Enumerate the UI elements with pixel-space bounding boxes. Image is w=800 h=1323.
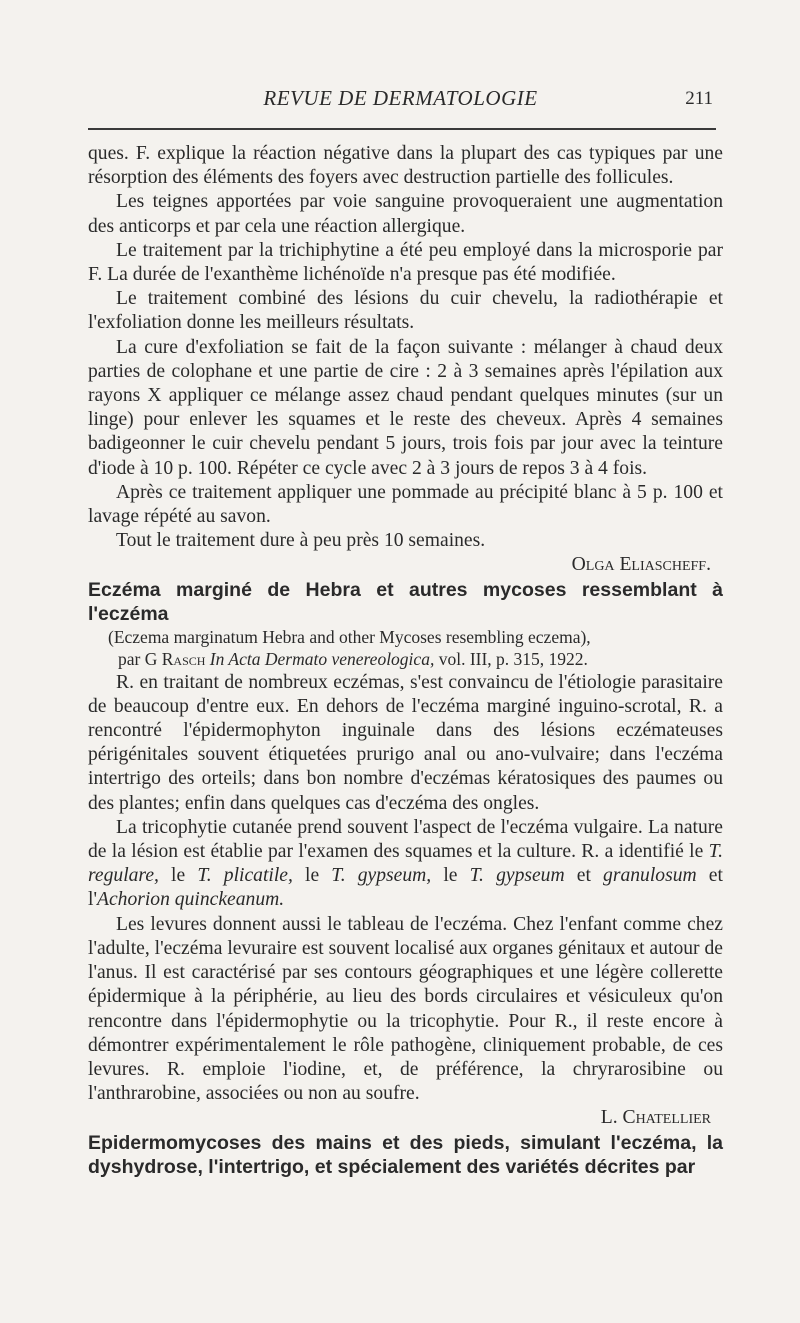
author-signature: L. Chatellier — [600, 1107, 711, 1129]
paragraph-text: et l' — [88, 865, 723, 911]
header-rule — [88, 128, 716, 130]
paragraph: R. en traitant de nombreux eczémas, s'est convaincu de l'étiologie parasitaire de beaucoup d'entre eux. En dehors de l'eczéma marginé inguino-scrotal, R. a rencontré l'épidermophyton inguinale dans des lésions eczémateuses périgénitales souvent étiquetées prurigo anal ou ano-vulvaire; dans l'eczéma intertrigo des orteils; dans bon nombre d'eczémas kératosiques des paumes ou des plantes; enfin dans quelques cas d'eczéma des ongles. — [88, 671, 723, 814]
species-name: granulosum — [603, 865, 697, 887]
paragraph: Le traitement par la trichiphytine a été peu employé dans la microsporie par F. La durée de l'exanthème lichénoïde n'a presque pas été modifiée. — [88, 239, 723, 286]
reference-author: Rasch — [161, 649, 206, 670]
paragraph: Les teignes apportées par voie sanguine provoqueraient une augmentation des anticorps et par cela une réaction allergique. — [88, 191, 723, 237]
species-name: T. gypseum, — [331, 865, 432, 887]
page-body — [88, 142, 723, 1179]
article-reference — [88, 626, 723, 671]
paragraph: Après ce traitement appliquer une pommade au précipité blanc à 5 p. 100 et lavage répété au savon. — [88, 481, 723, 528]
page-number: 211 — [685, 88, 713, 109]
species-name: T. regulare, — [88, 841, 723, 887]
paragraph: ques. F. explique la réaction négative dans la plupart des cas typiques par une résorption des éléments des foyers avec destruction partielle des follicules. — [88, 143, 723, 189]
paragraph-text: le — [305, 865, 320, 887]
reference-original-title: (Eczema marginatum Hebra and other Mycoses resembling eczema), — [108, 626, 591, 647]
paragraph: La cure d'exfoliation se fait de la façon suivante : mélanger à chaud deux parties de colophane et une partie de cire : 2 à 3 semaines après l'épilation aux rayons X appliquer ce mélange assez chaud pendant quelques minutes (sur un linge) pour enlever les squames et le reste des cheveux. Après 4 semaines badigeonner le cuir chevelu pendant 5 jours, trois fois par jour avec la teinture d'iode à 10 p. 100. Répéter ce cycle avec 2 à 3 jours de repos 3 à 4 fois. — [88, 336, 723, 479]
species-name: T. gypseum — [469, 865, 565, 887]
paragraph-text: La tricophytie cutanée prend souvent l'aspect de l'eczéma vulgaire. La nature de la lésion est établie par l'examen des squames et la culture. R. a identifié le — [88, 816, 723, 863]
reference-source: In Acta Dermato venereologica, — [209, 649, 435, 670]
paragraph-text: le — [443, 865, 458, 887]
paragraph-text: et — [576, 865, 591, 887]
running-header — [88, 86, 713, 116]
paragraph — [88, 816, 723, 913]
paragraph-text: le — [171, 865, 186, 887]
author-signature: Olga Eliascheff. — [571, 554, 711, 576]
paragraph: Le traitement combiné des lésions du cuir chevelu, la radiothérapie et l'exfoliation donne les meilleurs résultats. — [88, 288, 723, 334]
journal-title: REVUE DE DERMATOLOGIE — [263, 86, 538, 110]
species-name: Achorion quinckeanum. — [96, 889, 285, 911]
article-title: Epidermomycoses des mains et des pieds, simulant l'eczéma, la dyshydrose, l'intertrigo, et spécialement des variétés décrites par — [88, 1131, 723, 1178]
reference-volume: vol. III, p. 315, 1922. — [438, 649, 588, 670]
reference-by: par G — [118, 649, 158, 670]
paragraph: Tout le traitement dure à peu près 10 semaines. — [116, 530, 486, 552]
article-title: Eczéma marginé de Hebra et autres mycoses ressemblant à l'eczéma — [88, 578, 723, 625]
paragraph: Les levures donnent aussi le tableau de l'eczéma. Chez l'enfant comme chez l'adulte, l'eczéma levuraire est souvent localisé aux organes génitaux et autour de l'anus. Il est caractérisé par ses contours géographiques et une légère collerette épidermique à la périphérie, au lieu des bords circulaires et vésiculeux qu'on rencontre dans l'épidermophytie ou la tricophytie. Pour R., il reste encore à démontrer expérimentalement le rôle pathogène, cliniquement probable, de ces levures. R. emploie l'iodine, et, de préférence, la chryrarosibine ou l'anthrarobine, associées ou non au soufre. — [88, 913, 723, 1105]
species-name: T. plicatile, — [197, 865, 293, 887]
